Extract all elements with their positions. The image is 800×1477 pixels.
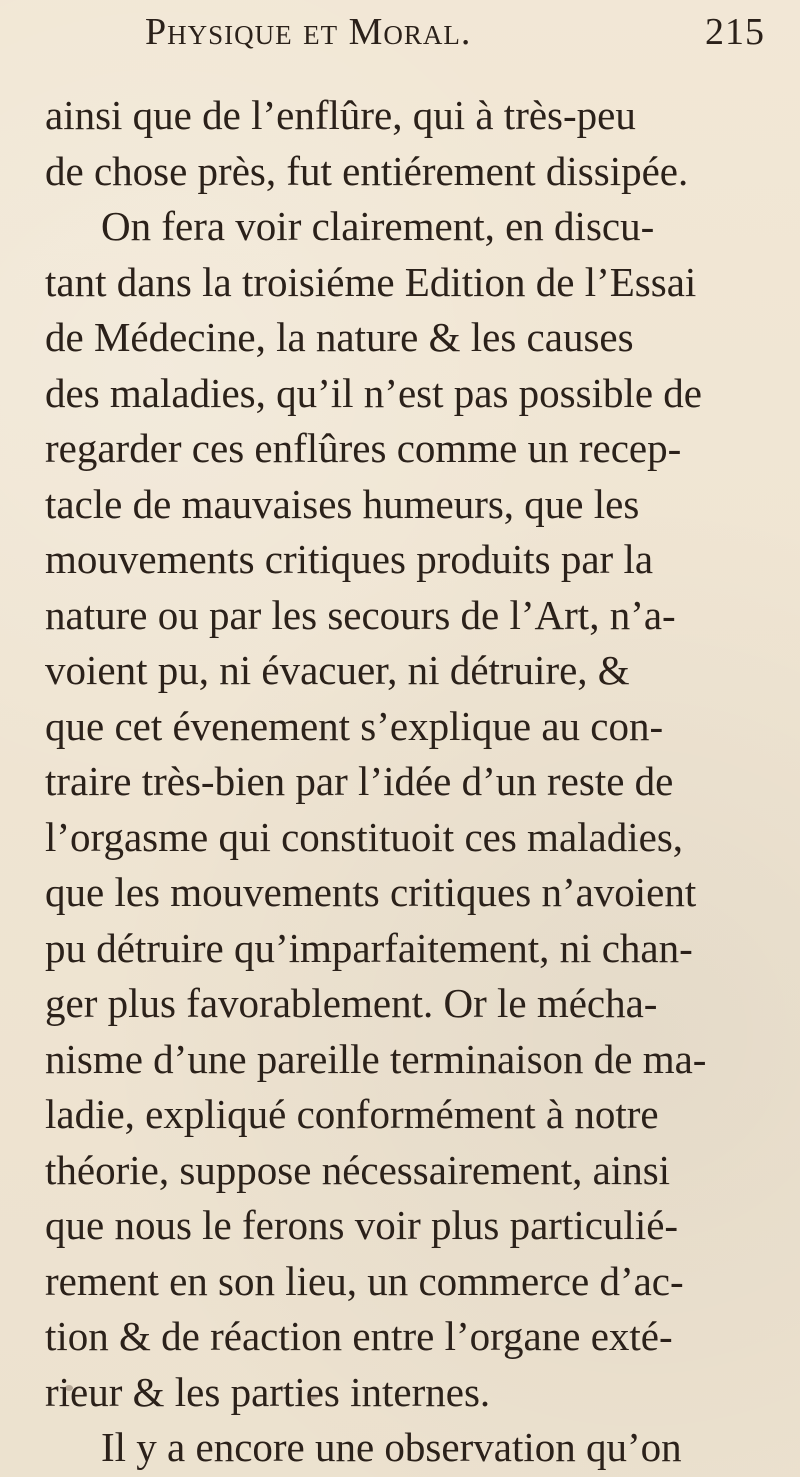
text-line: théorie, suppose nécessairement, ainsi: [45, 1146, 671, 1193]
text-line: tion & de réaction entre l’organe exté-: [45, 1313, 673, 1359]
text-line: nisme d’une pareille terminaison de ma-: [45, 1035, 707, 1082]
text-line: traire très-bien par l’idée d’un reste de: [45, 758, 674, 804]
text-line: l’orgasme qui constituoit ces maladies,: [45, 813, 684, 860]
body-text: [45, 88, 770, 1476]
text-line: de Médecine, la nature & les causes: [45, 314, 634, 360]
header-title: Physique et Moral.: [145, 11, 472, 53]
page-number: 215: [705, 11, 765, 53]
text-line: mouvements critiques produits par la: [45, 536, 654, 582]
text-line: ladie, expliqué conformément à notre: [45, 1091, 659, 1137]
text-line: que les mouvements critiques n’avoient: [45, 869, 697, 915]
paragraph-start-line: On fera voir clairement, en discu-: [101, 203, 655, 249]
paragraph-start-line: Il y a encore une observation qu’on: [101, 1424, 682, 1470]
text-line: des maladies, qu’il n’est pas possible de: [45, 369, 703, 416]
text-line: pu détruire qu’imparfaitement, ni chan-: [45, 924, 693, 971]
text-line: tant dans la troisiéme Edition de l’Essai: [45, 258, 697, 305]
text-line: ger plus favorablement. Or le mécha-: [45, 980, 658, 1026]
running-header: [145, 10, 765, 80]
text-line: rement en son lieu, un commerce d’ac-: [45, 1257, 684, 1304]
text-line: regarder ces enflûres comme un recep-: [45, 425, 682, 471]
paper-speck: [308, 1395, 318, 1400]
text-line: rieur & les parties internes.: [45, 1368, 491, 1415]
text-line: de chose près, fut entiérement dissipée.: [45, 147, 689, 194]
text-line: que cet évenement s’explique au con-: [45, 702, 664, 749]
text-line: tacle de mauvaises humeurs, que les: [45, 480, 640, 527]
text-line: nature ou par les secours de l’Art, n’a-: [45, 591, 676, 638]
text-line: que nous le ferons voir plus particulié-: [45, 1202, 679, 1248]
paper-speck: [65, 1385, 73, 1391]
text-line: ainsi que de l’enflûre, qui à très-peu: [45, 92, 636, 138]
text-line: voient pu, ni évacuer, ni détruire, &: [45, 647, 630, 693]
